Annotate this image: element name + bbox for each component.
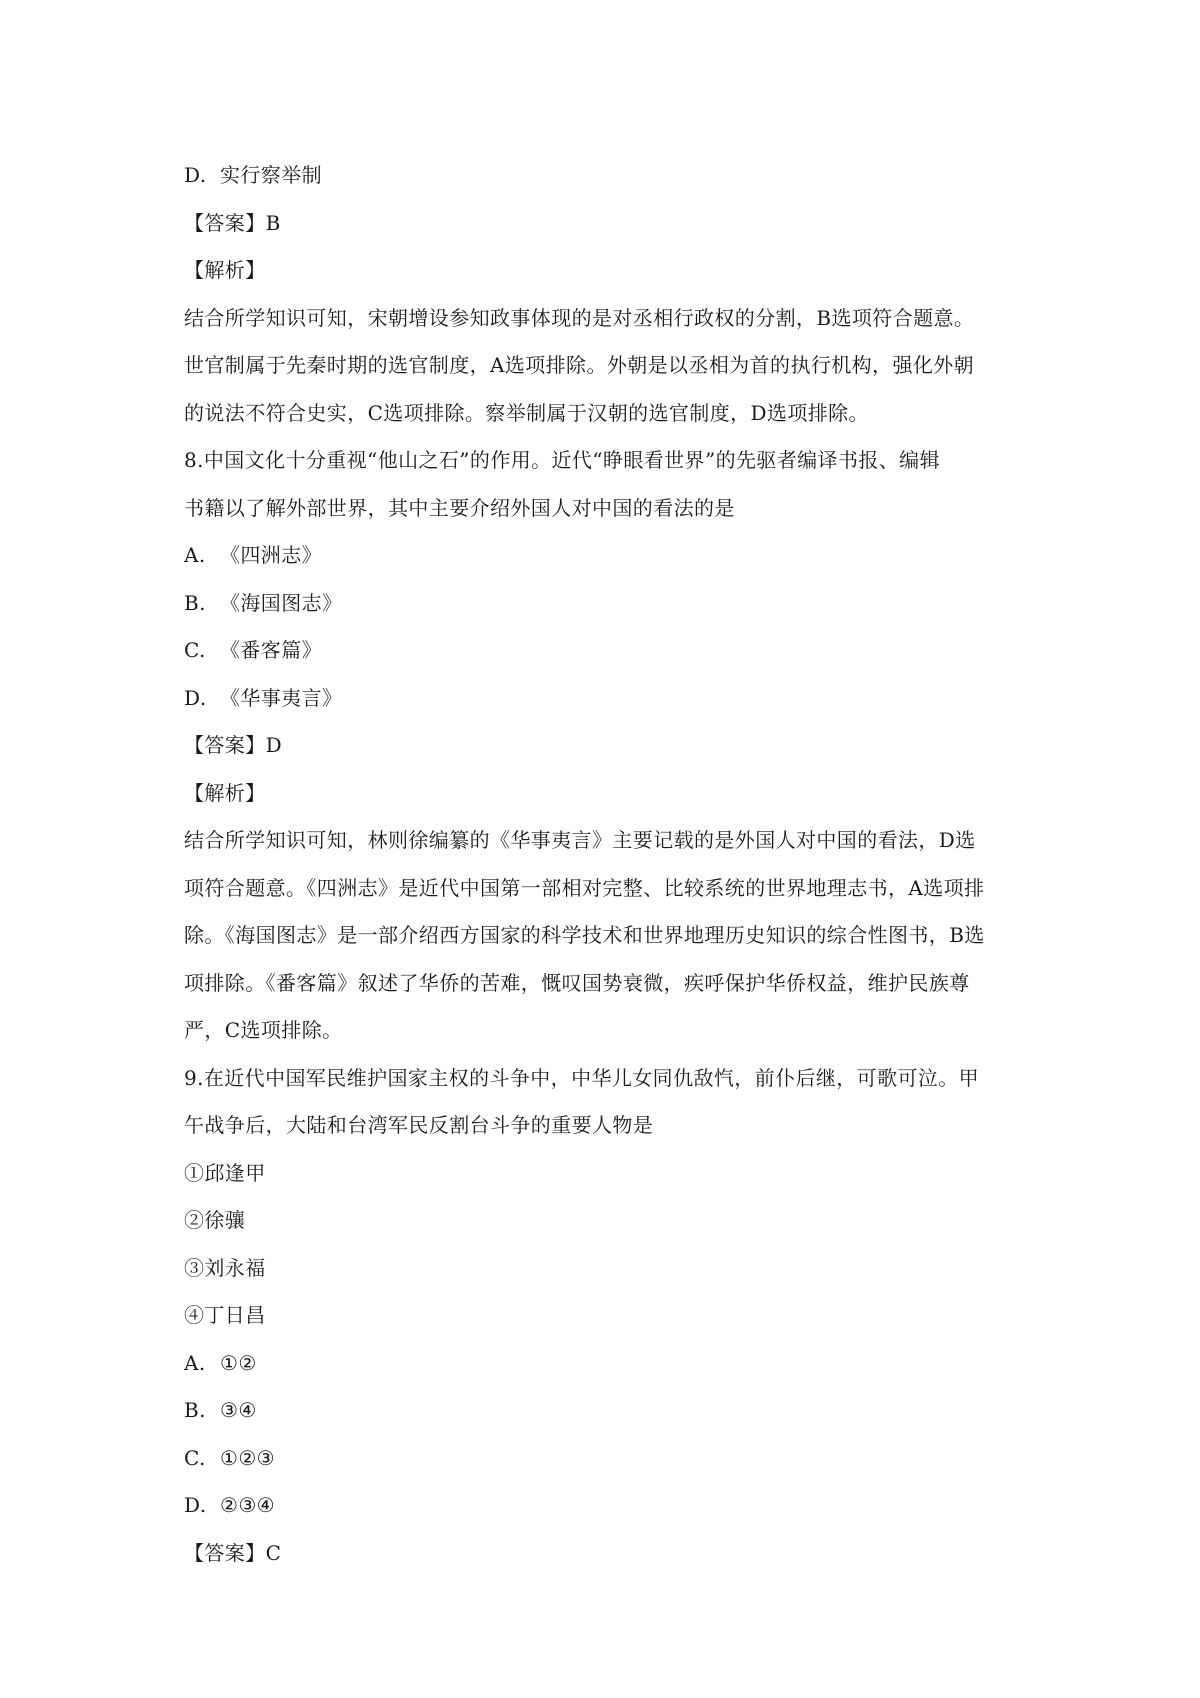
option-letter: D.: [184, 163, 207, 187]
q9-item: ④丁日昌: [184, 1303, 266, 1327]
q7-analysis-line: 结合所学知识可知，宋朝增设参知政事体现的是对丞相行政权的分割，B选项符合题意。: [184, 305, 975, 330]
option-letter: A.: [184, 1350, 206, 1375]
q8-analysis-line: 除。《海国图志》是一部介绍西方国家的科学技术和世界地理历史知识的综合性图书，B选: [184, 923, 985, 947]
answer-label: 【答案】: [184, 733, 266, 757]
q7-option-d: [184, 152, 1030, 200]
q9-item: ①邱逢甲: [184, 1160, 266, 1185]
q8-stem-line: 8.中国文化十分重视“他山之石”的作用。近代“睁眼看世界”的先驱者编译书报、编辑: [184, 448, 940, 472]
q9-stem-line: 午战争后，大陆和台湾军民反割台斗争的重要人物是: [184, 1113, 654, 1137]
option-letter: B.: [184, 1398, 206, 1422]
option-text: ①②③: [220, 1445, 275, 1470]
option-letter: D.: [184, 1493, 207, 1517]
q9-item: ③刘永福: [184, 1255, 266, 1280]
option-text: 实行察举制: [220, 163, 322, 187]
q8-stem-line: 书籍以了解外部世界，其中主要介绍外国人对中国的看法的是: [184, 495, 735, 520]
answer-label: 【答案】: [184, 210, 266, 235]
q7-analysis-line: 的说法不符合史实，C选项排除。察举制属于汉朝的选官制度，D选项排除。: [184, 400, 869, 425]
option-text: 《华事夷言》: [220, 685, 343, 710]
q7-analysis-label: 【解析】: [184, 258, 266, 282]
option-letter: B.: [184, 590, 206, 615]
answer-label: 【答案】: [184, 1540, 266, 1565]
option-text: ②③④: [220, 1493, 275, 1517]
q9-option-c: [184, 1435, 1030, 1483]
option-text: ①②: [220, 1350, 257, 1375]
q7-analysis-line: 世官制属于先秦时期的选官制度，A选项排除。外朝是以丞相为首的执行机构，强化外朝: [184, 353, 975, 377]
q9-stem-line: 9.在近代中国军民维护国家主权的斗争中，中华儿女同仇敌忾，前仆后继，可歌可泣。甲: [184, 1065, 980, 1090]
q8-analysis-label: 【解析】: [184, 780, 266, 805]
option-text: 《四洲志》: [220, 543, 322, 567]
q8-analysis-line: 严，C选项排除。: [184, 1018, 343, 1042]
q9-answer: [184, 1530, 1030, 1578]
q9-item: ②徐骧: [184, 1208, 246, 1232]
answer-value: D: [265, 733, 283, 757]
option-text: 《番客篇》: [220, 638, 322, 662]
page-content: [184, 152, 1030, 1577]
q8-option-c: [184, 627, 1030, 675]
q8-option-d: [184, 675, 1030, 723]
q8-analysis-line: 项符合题意。《四洲志》是近代中国第一部相对完整、比较系统的世界地理志书，A选项排: [184, 875, 985, 900]
q8-answer: [184, 722, 1030, 770]
q8-option-b: [184, 580, 1030, 628]
q8-analysis-line: 结合所学知识可知，林则徐编纂的《华事夷言》主要记载的是外国人对中国的看法，D选: [184, 828, 976, 852]
answer-value: B: [265, 210, 281, 235]
option-text: 《海国图志》: [220, 590, 343, 615]
q9-option-b: [184, 1387, 1030, 1435]
option-letter: D.: [184, 685, 207, 710]
option-letter: A.: [184, 543, 206, 567]
answer-value: C: [265, 1540, 282, 1565]
option-text: ③④: [220, 1398, 257, 1422]
q8-analysis-line: 项排除。《番客篇》叙述了华侨的苦难，慨叹国势衰微，疾呼保护华侨权益，维护民族尊: [184, 970, 970, 995]
q7-answer: [184, 200, 1030, 248]
option-letter: C.: [184, 1445, 206, 1470]
option-letter: C.: [184, 638, 206, 662]
q9-option-d: [184, 1482, 1030, 1530]
q8-option-a: [184, 532, 1030, 580]
q9-option-a: [184, 1340, 1030, 1388]
